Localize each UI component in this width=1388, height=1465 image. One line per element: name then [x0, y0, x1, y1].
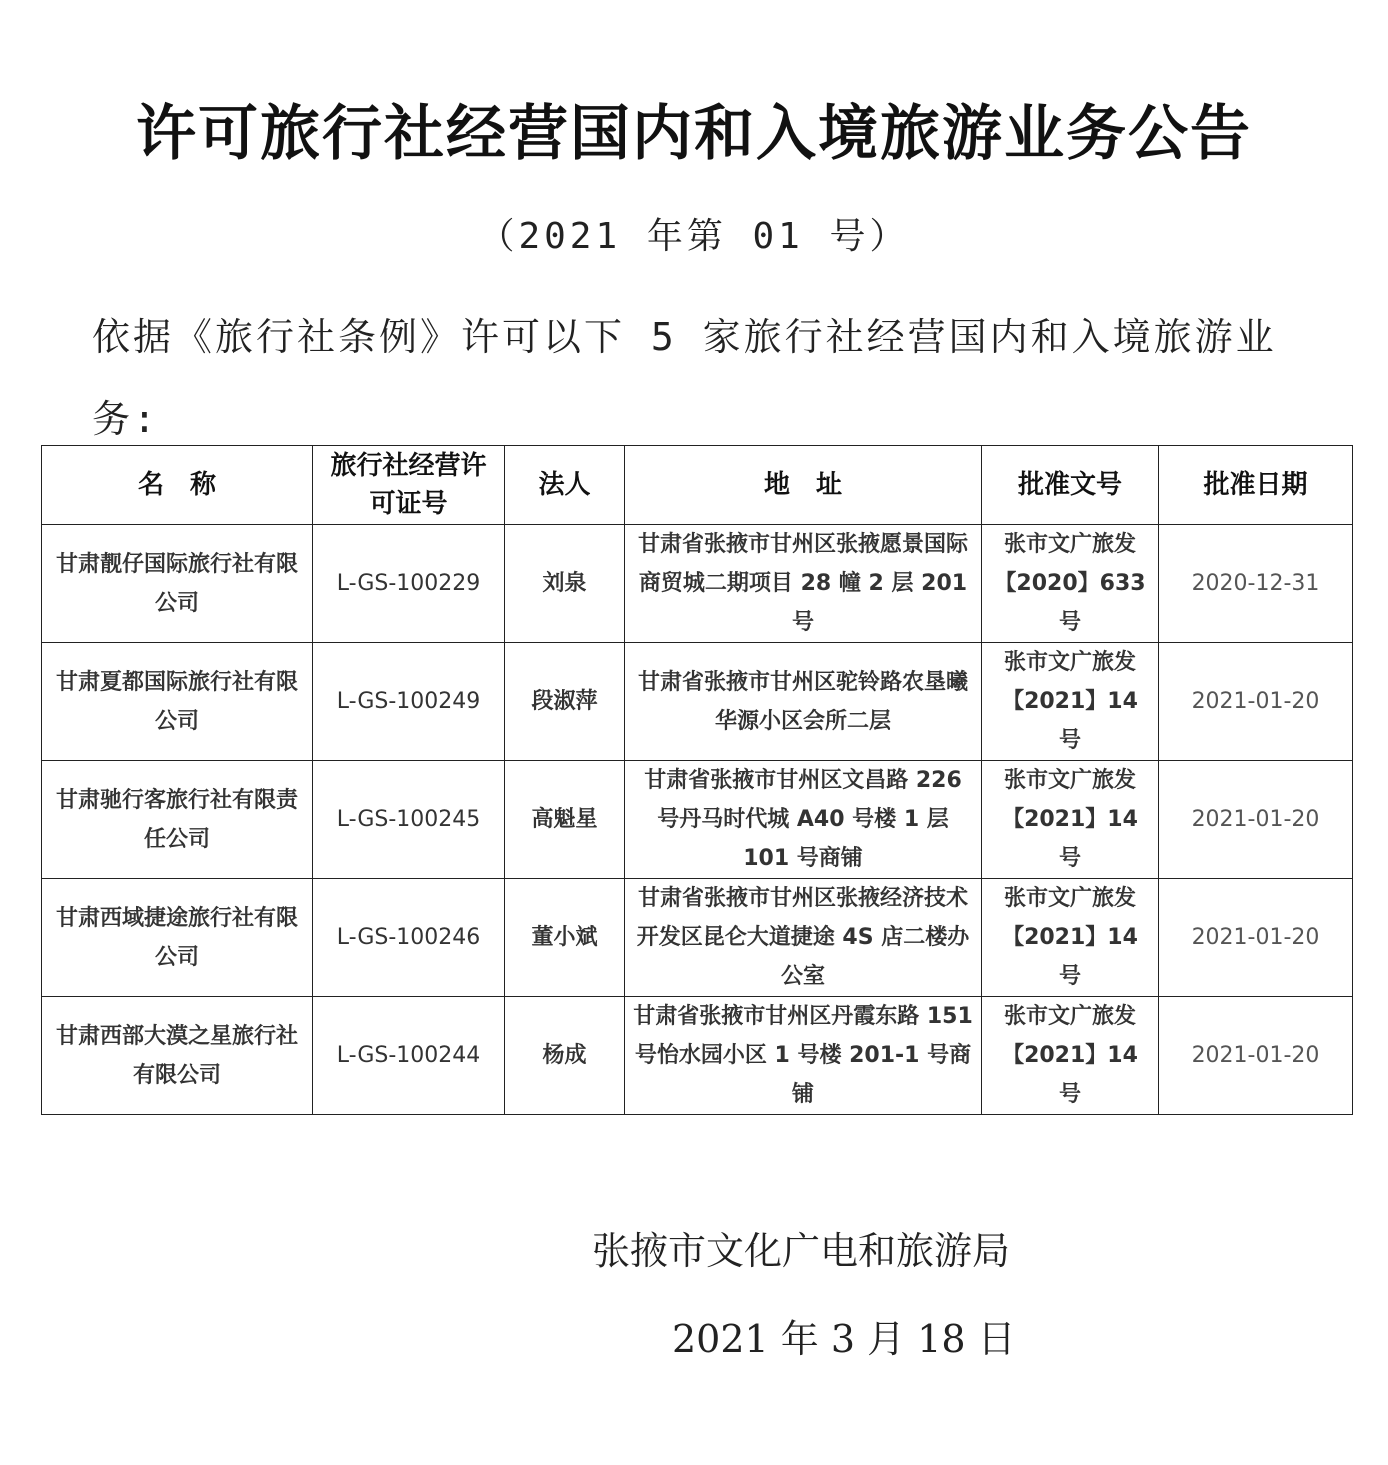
- header-approval-no: 批准文号: [982, 446, 1159, 525]
- cell-name: 甘肃驰行客旅行社有限责任公司: [42, 761, 313, 879]
- cell-license: L-GS-100244: [313, 997, 505, 1115]
- cell-approval-no: 张市文广旅发【2021】14 号: [982, 879, 1159, 997]
- cell-approval-no: 张市文广旅发【2021】14 号: [982, 997, 1159, 1115]
- cell-name: 甘肃西部大漠之星旅行社有限公司: [42, 997, 313, 1115]
- table-header-row: [42, 446, 1353, 525]
- cell-approval-date: 2020-12-31: [1159, 525, 1353, 643]
- cell-legal-person: 刘泉: [505, 525, 625, 643]
- table-row: [42, 525, 1353, 643]
- cell-name: 甘肃靓仔国际旅行社有限公司: [42, 525, 313, 643]
- license-table: [41, 445, 1353, 1115]
- document-number: （2021 年第 01 号）: [478, 216, 910, 257]
- cell-license: L-GS-100229: [313, 525, 505, 643]
- cell-approval-date: 2021-01-20: [1159, 761, 1353, 879]
- cell-license: L-GS-100245: [313, 761, 505, 879]
- cell-legal-person: 高魁星: [505, 761, 625, 879]
- table-row: [42, 997, 1353, 1115]
- cell-approval-no: 张市文广旅发【2021】14 号: [982, 761, 1159, 879]
- header-license: 旅行社经营许可证号: [313, 446, 505, 525]
- table-row: [42, 879, 1353, 997]
- cell-address: 甘肃省张掖市甘州区文昌路 226 号丹马时代城 A40 号楼 1 层 101 号商铺: [625, 761, 982, 879]
- cell-approval-date: 2021-01-20: [1159, 879, 1353, 997]
- cell-name: 甘肃西域捷途旅行社有限公司: [42, 879, 313, 997]
- cell-approval-no: 张市文广旅发【2021】14 号: [982, 643, 1159, 761]
- table-row: [42, 643, 1353, 761]
- header-legal-person: 法人: [505, 446, 625, 525]
- header-name: 名 称: [42, 446, 313, 525]
- cell-approval-no: 张市文广旅发【2020】633 号: [982, 525, 1159, 643]
- cell-approval-date: 2021-01-20: [1159, 643, 1353, 761]
- cell-address: 甘肃省张掖市甘州区张掖愿景国际商贸城二期项目 28 幢 2 层 201 号: [625, 525, 982, 643]
- cell-license: L-GS-100246: [313, 879, 505, 997]
- cell-legal-person: 段淑萍: [505, 643, 625, 761]
- cell-license: L-GS-100249: [313, 643, 505, 761]
- issuing-organization: 张掖市文化广电和旅游局: [592, 1229, 1011, 1273]
- header-approval-date: 批准日期: [1159, 446, 1353, 525]
- cell-legal-person: 杨成: [505, 997, 625, 1115]
- cell-address: 甘肃省张掖市甘州区驼铃路农垦曦华源小区会所二层: [625, 643, 982, 761]
- table-row: [42, 761, 1353, 879]
- cell-approval-date: 2021-01-20: [1159, 997, 1353, 1115]
- document-title: 许可旅行社经营国内和入境旅游业务公告: [136, 99, 1252, 169]
- cell-address: 甘肃省张掖市甘州区张掖经济技术开发区昆仑大道捷途 4S 店二楼办公室: [625, 879, 982, 997]
- cell-name: 甘肃夏都国际旅行社有限公司: [42, 643, 313, 761]
- header-address: 地 址: [625, 446, 982, 525]
- intro-paragraph: 依据《旅行社条例》许可以下 5 家旅行社经营国内和入境旅游业务:: [92, 315, 1277, 441]
- issue-date: 2021 年 3 月 18 日: [672, 1317, 1016, 1361]
- cell-address: 甘肃省张掖市甘州区丹霞东路 151 号怡水园小区 1 号楼 201-1 号商铺: [625, 997, 982, 1115]
- cell-legal-person: 董小斌: [505, 879, 625, 997]
